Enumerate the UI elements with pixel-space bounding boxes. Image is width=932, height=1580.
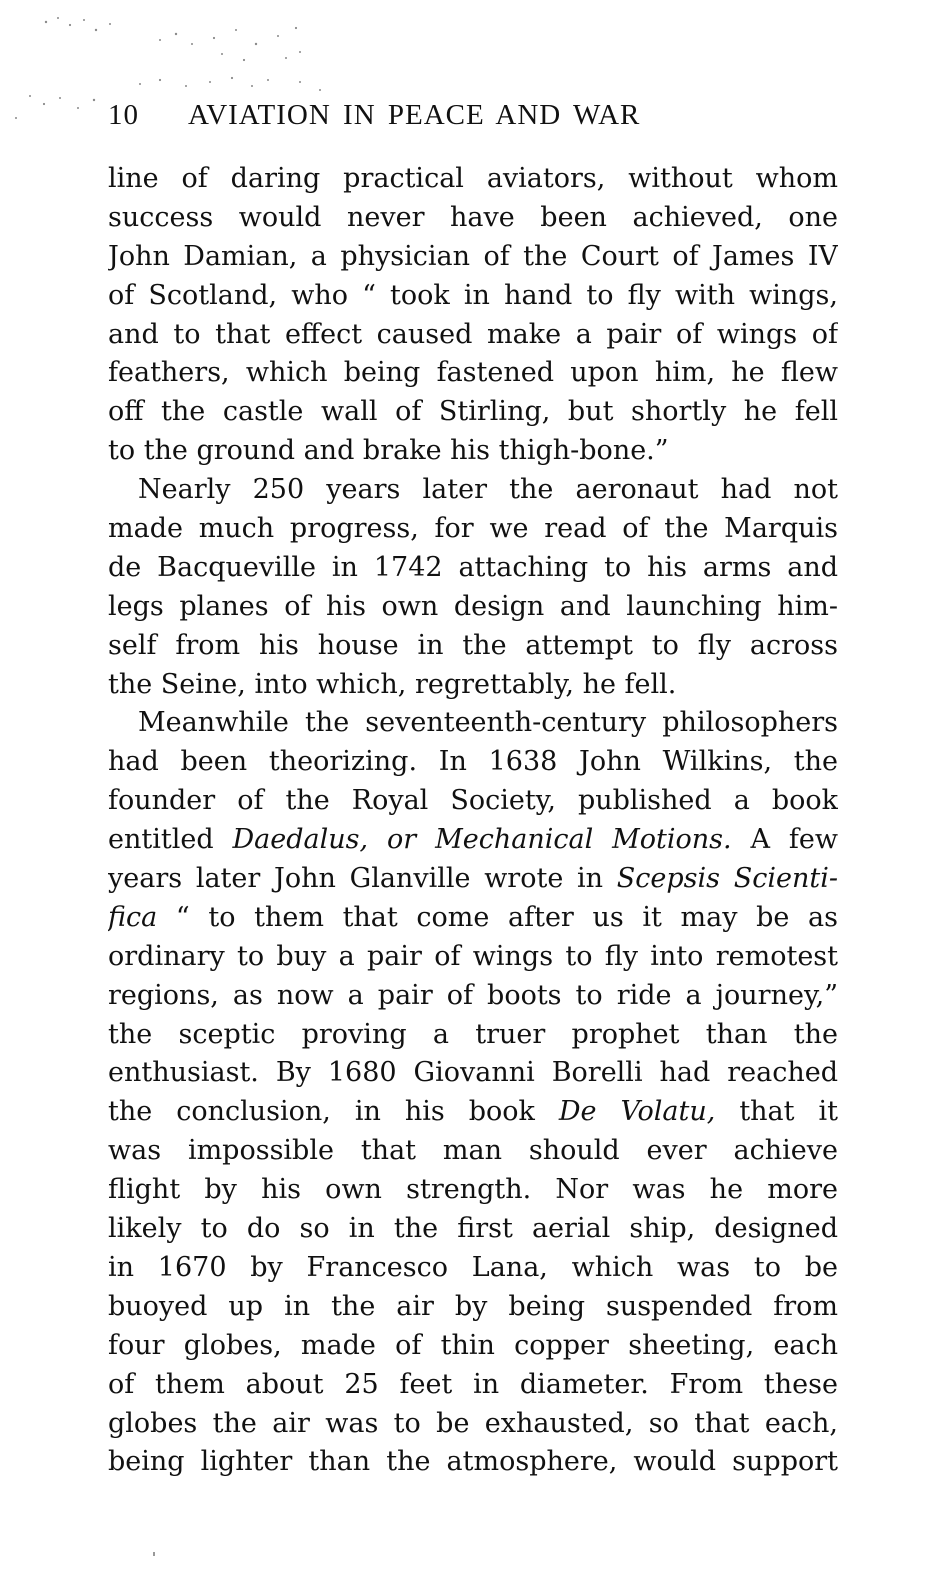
text-line: was impossible that man should ever achieve [108,1135,838,1167]
text-line: line of daring practical aviators, without whom [108,163,838,194]
text-line: globes the air was to be exhausted, so that each, [108,1407,838,1439]
text-run: the conclusion, in his book [108,1096,559,1128]
text-line: ordinary to buy a pair of wings to fly into remotest [108,940,838,972]
text-run: entitled [108,824,233,856]
text-run: years later John Glanville wrote in [108,863,617,895]
text-line: buoyed up in the air by being suspended from [108,1290,838,1322]
text-line: likely to do so in the first aerial ship, designed [108,1213,838,1245]
text-line: legs planes of his own design and launching him- [108,590,838,622]
text-line: success would never have been achieved, one [108,201,838,233]
text-line: the sceptic proving a truer prophet than the [108,1018,838,1050]
text-line: John Damian, a physician of the Court of James IV [108,240,838,272]
text-line: enthusiast. By 1680 Giovanni Borelli had reached [108,1057,838,1089]
book-title-italic: Scepsis Scienti- [616,863,838,895]
text-line: to the ground and brake his thigh-bone.” [108,435,669,467]
text-line-with-italic [108,860,838,899]
text-line: de Bacqueville in 1742 attaching to his arms and [108,551,838,583]
running-title: AVIATION IN PEACE AND WAR [188,99,641,131]
page-number: 10 [108,99,139,131]
scan-speck [153,1552,155,1556]
text-line: of them about 25 feet in diameter. From these [108,1368,838,1400]
text-line: flight by his own strength. Nor was he more [108,1174,838,1206]
book-title-italic: fica [108,901,158,933]
text-line: being lighter than the atmosphere, would support [108,1446,838,1478]
book-title-italic: De Volatu, [558,1096,716,1128]
text-line-with-italic [108,1093,838,1132]
text-line: four globes, made of thin copper sheeting, each [108,1329,838,1361]
book-title-italic: Daedalus, or Mechanical Motions. [232,824,732,856]
text-line: self from his house in the attempt to fly across [108,629,838,661]
text-line: had been theorizing. In 1638 John Wilkins, the [108,746,838,778]
text-line: the Seine, into which, regrettably, he fell. [108,668,677,700]
text-line: of Scotland, who “ took in hand to fly with wings, [108,279,838,311]
text-run: that it [715,1096,838,1128]
text-line: Nearly 250 years later the aeronaut had not [138,474,838,506]
text-line: regions, as now a pair of boots to ride a journey,” [108,979,838,1011]
running-header [108,99,838,139]
text-line: founder of the Royal Society, published a book [108,785,838,817]
text-line: and to that effect caused make a pair of wings of [108,318,838,350]
text-run: “ to them that come after us it may be as [157,901,838,933]
text-line: feathers, which being fastened upon him, he flew [108,357,838,389]
text-line: in 1670 by Francesco Lana, which was to be [108,1251,838,1283]
text-line-with-italic [108,821,838,860]
text-run: A few [731,824,838,856]
text-line: Meanwhile the seventeenth-century philosophers [138,707,838,739]
text-line: made much progress, for we read of the Marquis [108,513,838,545]
body-text [108,160,838,1482]
text-line: off the castle wall of Stirling, but shortly he fell [108,396,838,428]
text-line-with-italic [108,899,838,938]
